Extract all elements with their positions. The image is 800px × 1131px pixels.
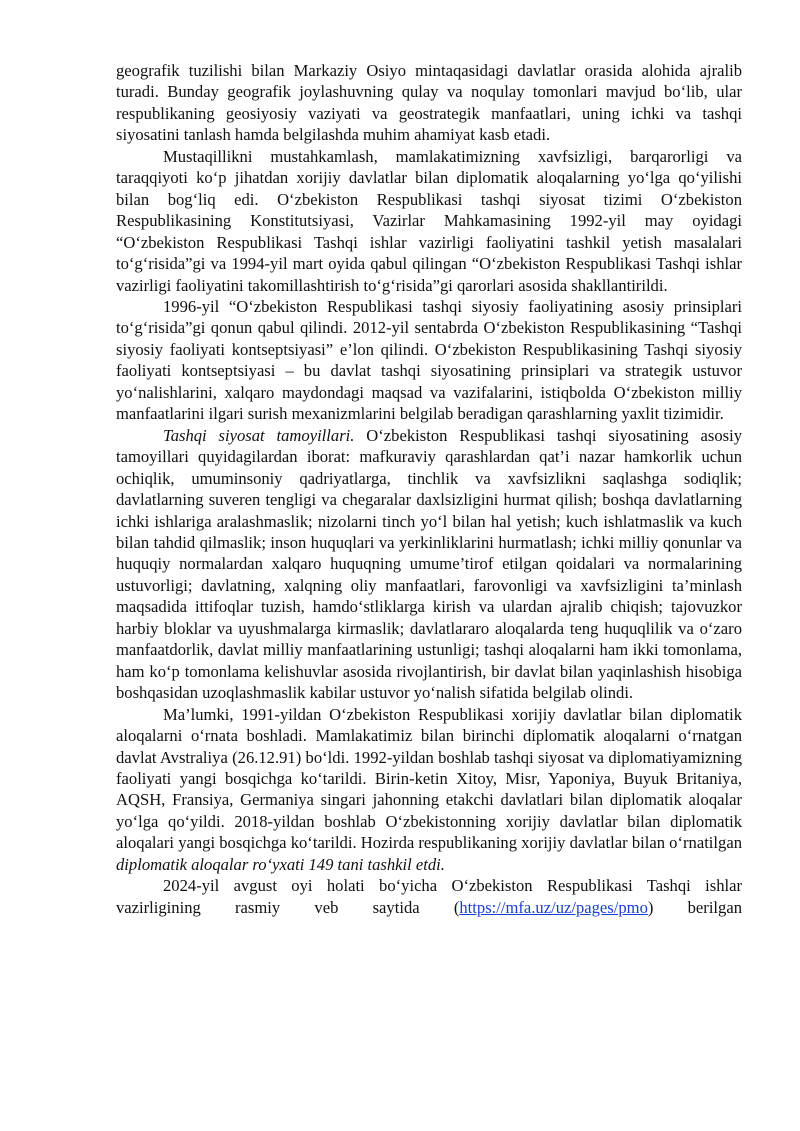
mfa-website-link[interactable]: https://mfa.uz/uz/pages/pmo [459,897,648,917]
principles-text: O‘zbekiston Respublikasi tashqi siyosatining asosiy tamoyillari quyidagilardan iborat: mafkuraviy qarashlardan qat’i nazar hamkorlik uchun ochiqlik, umuminsoniy qadriyatlarga, tinchlik va xavfsizlikni saqlashga sodiqlik; davlatlarning suveren tengligi va chegaralar daxlsizligini hurmat qilish; boshqa davlatlarning ichki ishlariga aralashmaslik; nizolarni tinch yo‘l bilan hal yetish; kuch ishlatmaslik va kuch bilan tahdid qilmaslik; inson huquqlari va yerkinliklarini hurmatlash; ichki milliy qonunlar va huquqiy normalardan xalqaro huquqning umume’tirof etilgan qoidalari va normalarining ustuvorligi; davlatning, xalqning oliy manfaatlari, farovonligi va xavfsizligini ta’minlash maqsadida ittifoqlar tuzish, hamdo‘stliklarga kirish va ulardan ajralib chiqish; tajovuzkor harbiy bloklar va uyushmalarga kirmaslik; davlatlararo aloqalarda teng huquqlilik va o‘zaro manfaatdorlik, davlat milliy manfaatlarining ustunligi; tashqi aloqalarni ham ikki tomonlama, ham ko‘p tomonlama kelishuvlar asosida rivojlantirish, bir davlat bilan yaqinlashish hisobiga boshqasidan uzoqlashmaslik kabilar ustuvor yo‘nalish sifatida belgilab olindi. [116,425,742,703]
document-page [116,60,742,918]
paragraph-concept: 1996-yil “O‘zbekiston Respublikasi tashqi siyosiy faoliyatining asosiy prinsiplari to‘g‘risida”gi qonun qabul qilindi. 2012-yil sentabrda O‘zbekiston Respublikasining “Tashqi siyosiy faoliyati kontseptsiyasi” e’lon qilindi. O‘zbekiston Respublikasining Tashqi siyosiy faoliyati kontseptsiyasi – bu davlat tashqi siyosatining prinsiplari va strategik ustuvor yo‘nalishlarini, xalqaro maydondagi maqsad va vazifalarini, istiqbolda O‘zbekiston milliy manfaatlarini ilgari surish mexanizmlarini belgilab beradigan qarashlarning yaxlit tizimidir. [116,296,742,424]
paragraph-geography: geografik tuzilishi bilan Markaziy Osiyo mintaqasidagi davlatlar orasida alohida ajralib turadi. Bunday geografik joylashuvning qulay va noqulay tomonlari mavjud bo‘lib, ular respublikaning geosiyosiy vaziyati va geostrategik manfaatlari, uning ichki va tashqi siyosatini tanlash hamda belgilashda muhim ahamiyat kasb etadi. [116,61,742,145]
paragraph-mfa-website [116,875,742,918]
mfa-text-after: ) berilgan [647,897,742,917]
diplomatic-relations-count: diplomatik aloqalar ro‘yxati 149 tani tashkil etdi. [116,854,445,874]
paragraph-independence: Mustaqillikni mustahkamlash, mamlakatimizning xavfsizligi, barqarorligi va taraqqiyoti ko‘p jihatdan xorijiy davlatlar bilan diplomatik aloqalarning yo‘lga qo‘yilishi bilan bog‘liq edi. O‘zbekiston Respublikasi tashqi siyosat tizimi O‘zbekiston Respublikasining Konstitutsiyasi, Vazirlar Mahkamasining 1992-yil may oyidagi “O‘zbekiston Respublikasi Tashqi ishlar vazirligi faoliyatini tashkil yetish masalalari to‘g‘risida”gi va 1994-yil mart oyida qabul qilingan “O‘zbekiston Respublikasi Tashqi ishlar vazirligi faoliyatini takomillashtirish to‘g‘risida”gi qarorlari asosida shakllantirildi. [116,146,742,295]
principles-heading: Tashqi siyosat tamoyillari. [163,425,355,445]
paragraph-diplomatic-relations [116,704,742,876]
diplomatic-relations-text: Ma’lumki, 1991-yildan O‘zbekiston Respublikasi xorijiy davlatlar bilan diplomatik aloqalarni o‘rnata boshladi. Mamlakatimiz bilan birinchi diplomatik aloqalarni o‘rnatgan davlat Avstraliya (26.12.91) bo‘ldi. 1992-yildan boshlab tashqi siyosat va diplomatiyamizning faoliyati yangi bosqichga ko‘tarildi. Birin-ketin Xitoy, Misr, Yaponiya, Buyuk Britaniya, AQSH, Fransiya, Germaniya singari jahonning etakchi davlatlari bilan diplomatik aloqalar yo‘lga qo‘yildi. 2018-yildan boshlab O‘zbekistonning xorijiy davlatlar bilan diplomatik aloqalari yangi bosqichga ko‘tarildi. Hozirda respublikaning xorijiy davlatlar bilan o‘rnatilgan [116,704,742,853]
mfa-text-before: 2024-yil avgust oyi holati bo‘yicha O‘zbekiston Respublikasi Tashqi ishlar vazirligining rasmiy veb saytida ( [116,876,742,917]
paragraph-principles [116,425,742,704]
